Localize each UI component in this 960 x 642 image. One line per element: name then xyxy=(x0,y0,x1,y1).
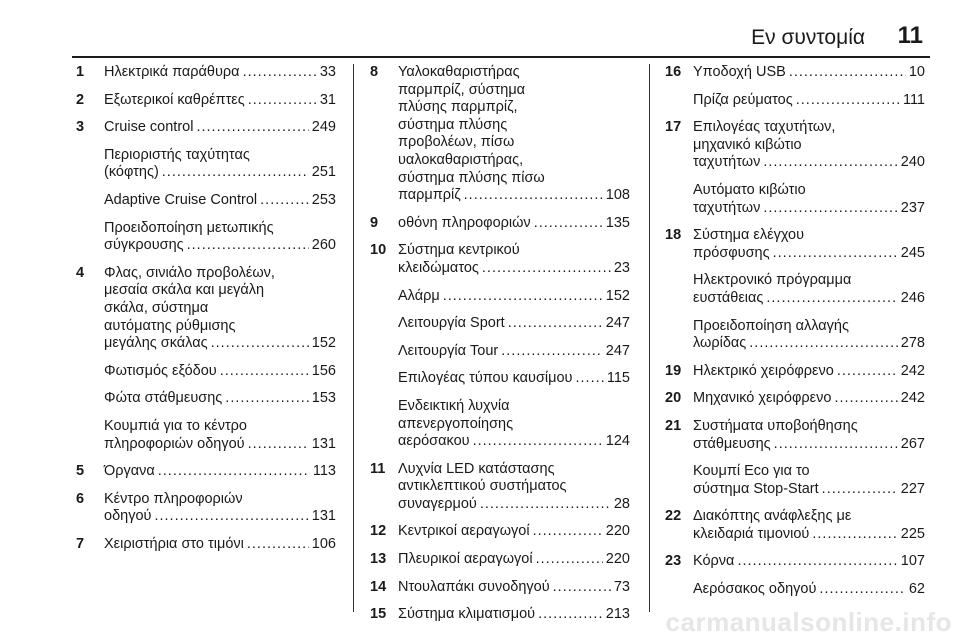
entry-leader-line xyxy=(398,343,630,361)
index-entry xyxy=(665,318,925,353)
entry-text xyxy=(104,92,336,110)
index-entry xyxy=(665,64,925,82)
callout-number: 12 xyxy=(370,523,387,540)
entry-leader-line xyxy=(398,496,630,514)
page-reference: 156 xyxy=(311,362,336,379)
dot-leader xyxy=(834,390,897,408)
entry-text xyxy=(693,463,925,498)
entry-leader-line xyxy=(693,200,925,218)
entry-label: Φωτισμός εξόδου xyxy=(104,362,217,379)
entry-text xyxy=(398,370,630,388)
entry-line: Υαλοκαθαριστήρας xyxy=(398,64,520,80)
entry-label: αερόσακου xyxy=(398,433,470,450)
dot-leader xyxy=(819,581,905,599)
entry-text xyxy=(693,64,925,82)
index-entry xyxy=(665,418,925,453)
index-entry xyxy=(76,192,336,210)
page-reference: 10 xyxy=(908,64,925,80)
entry-label: Ντουλαπάκι συνοδηγού xyxy=(398,578,550,595)
entry-label: λωρίδας xyxy=(693,335,747,352)
page-reference: 152 xyxy=(605,287,630,304)
entry-leader-line xyxy=(398,579,630,597)
dot-leader xyxy=(211,335,309,353)
index-entry xyxy=(665,227,925,262)
entry-label: Αερόσακος οδηγού xyxy=(693,581,817,598)
entry-leader-line xyxy=(104,363,336,381)
entry-label: μεγάλης σκάλας xyxy=(104,335,208,352)
entry-leader-line xyxy=(398,215,630,233)
callout-number: 7 xyxy=(76,535,85,552)
entry-line: Περιοριστής ταχύτητας xyxy=(104,146,250,163)
dot-leader xyxy=(162,164,309,182)
entry-label: ευστάθειας xyxy=(693,289,764,306)
entry-label: (κόφτης) xyxy=(104,164,159,181)
entry-leader-line xyxy=(104,335,336,353)
entry-line: Λυχνία LED κατάστασης xyxy=(398,460,555,477)
entry-line: σύστημα πλύσης xyxy=(398,116,508,133)
entry-text xyxy=(693,318,925,353)
entry-label: ταχυτήτων xyxy=(693,154,761,171)
index-entry xyxy=(76,536,336,554)
entry-leader-line xyxy=(693,335,925,353)
index-entry xyxy=(76,147,336,182)
entry-leader-line xyxy=(104,192,336,210)
entry-label: Επιλογέας τύπου καυσίμου xyxy=(398,370,573,387)
page-reference: 107 xyxy=(900,553,925,570)
entry-text xyxy=(104,220,336,255)
entry-leader-line xyxy=(693,390,925,408)
entry-line: αυτόματης ρύθμισης xyxy=(104,317,236,334)
entry-leader-line xyxy=(693,436,925,454)
dot-leader xyxy=(464,187,603,205)
page-reference: 220 xyxy=(605,551,630,568)
dot-leader xyxy=(154,508,308,526)
page-reference: 23 xyxy=(613,259,630,276)
entry-text xyxy=(104,64,336,82)
dot-leader xyxy=(533,523,603,541)
index-entry xyxy=(76,119,336,137)
page-reference: 237 xyxy=(900,199,925,216)
page-reference: 28 xyxy=(613,495,630,512)
dot-leader xyxy=(473,433,603,451)
page-reference: 220 xyxy=(605,523,630,540)
entry-leader-line xyxy=(104,164,336,182)
entry-text xyxy=(693,182,925,217)
entry-leader-line xyxy=(693,526,925,544)
dot-leader xyxy=(749,335,898,353)
index-column-2 xyxy=(370,64,630,634)
dot-leader xyxy=(837,363,898,381)
entry-label: Λειτουργία Tour xyxy=(398,342,499,359)
index-entry xyxy=(665,363,925,381)
entry-text xyxy=(398,242,630,277)
dot-leader xyxy=(774,436,898,454)
index-entry xyxy=(370,215,630,233)
entry-label: Πρίζα ρεύματος xyxy=(693,91,793,108)
entry-line: Ηλεκτρονικό πρόγραμμα xyxy=(693,272,852,289)
entry-line: σύστημα πλύσης πίσω xyxy=(398,169,545,186)
callout-number: 19 xyxy=(665,362,682,379)
column-divider xyxy=(353,64,354,612)
entry-text xyxy=(693,581,925,599)
page-reference: 253 xyxy=(311,191,336,208)
entry-text xyxy=(398,288,630,306)
entry-line: Επιλογέας ταχυτήτων, xyxy=(693,119,836,136)
callout-number: 6 xyxy=(76,490,85,507)
entry-line: Προειδοποίηση μετωπικής xyxy=(104,219,274,236)
entry-leader-line xyxy=(693,245,925,263)
callout-number: 16 xyxy=(665,64,682,80)
index-entry xyxy=(370,343,630,361)
page-reference: 247 xyxy=(605,315,630,332)
entry-label: Λειτουργία Sport xyxy=(398,315,505,332)
index-entry xyxy=(76,265,336,353)
callout-number: 18 xyxy=(665,227,682,244)
callout-number: 5 xyxy=(76,463,85,480)
callout-number: 13 xyxy=(370,551,387,568)
dot-leader xyxy=(482,260,611,278)
entry-label: Φώτα στάθμευσης xyxy=(104,390,223,407)
dot-leader xyxy=(534,215,603,233)
page-title: Εν συντομία xyxy=(751,26,865,49)
dot-leader xyxy=(766,290,897,308)
page-reference: 251 xyxy=(311,164,336,181)
page-reference: 227 xyxy=(900,480,925,497)
entry-leader-line xyxy=(104,390,336,408)
entry-text xyxy=(398,398,630,451)
index-column-1 xyxy=(76,64,336,563)
callout-number: 2 xyxy=(76,91,85,108)
entry-text xyxy=(398,64,630,205)
entry-label: κλειδαριά τιμονιού xyxy=(693,525,810,542)
entry-line: σκάλα, σύστημα xyxy=(104,299,209,316)
callout-number: 1 xyxy=(76,64,85,80)
index-entry xyxy=(76,418,336,453)
entry-label: Κόρνα xyxy=(693,553,735,570)
entry-leader-line xyxy=(398,433,630,451)
entry-text xyxy=(398,551,630,569)
index-entry xyxy=(665,119,925,172)
entry-label: Χειριστήρια στο τιμόνι xyxy=(104,535,244,552)
page-reference: 242 xyxy=(900,390,925,407)
page-reference: 106 xyxy=(311,535,336,552)
index-entry xyxy=(370,64,630,205)
entry-line: Φλας, σινιάλο προβολέων, xyxy=(104,264,275,281)
entry-text xyxy=(104,265,336,353)
entry-line: Συστήματα υποβοήθησης xyxy=(693,417,858,434)
index-entry xyxy=(76,220,336,255)
entry-leader-line xyxy=(398,288,630,306)
entry-leader-line xyxy=(398,523,630,541)
entry-label: Σύστημα κλιματισμού xyxy=(398,606,536,623)
callout-number: 3 xyxy=(76,119,85,136)
page-reference: 240 xyxy=(900,154,925,171)
entry-text xyxy=(104,192,336,210)
index-entry xyxy=(76,390,336,408)
entry-label: συναγερμού xyxy=(398,495,477,512)
entry-line: Κουμπί Eco για το xyxy=(693,463,810,480)
entry-leader-line xyxy=(693,481,925,499)
callout-number: 23 xyxy=(665,553,682,570)
dot-leader xyxy=(260,192,309,210)
entry-text xyxy=(398,579,630,597)
dot-leader xyxy=(789,64,906,82)
entry-label: ταχυτήτων xyxy=(693,199,761,216)
entry-leader-line xyxy=(104,237,336,255)
entry-text xyxy=(104,147,336,182)
dot-leader xyxy=(247,536,309,554)
page-reference: 260 xyxy=(311,237,336,254)
entry-line: παρμπρίζ, σύστημα xyxy=(398,81,526,98)
page-reference: 135 xyxy=(605,214,630,231)
dot-leader xyxy=(553,579,611,597)
entry-leader-line xyxy=(693,64,925,82)
dot-leader xyxy=(812,526,897,544)
dot-leader xyxy=(536,551,603,569)
entry-line: Κουμπιά για το κέντρο xyxy=(104,417,247,434)
page-reference: 31 xyxy=(319,91,336,108)
page-reference: 108 xyxy=(605,187,630,204)
column-divider xyxy=(649,64,650,612)
entry-line: Κέντρο πληροφοριών xyxy=(104,490,243,507)
dot-leader xyxy=(187,237,309,255)
entry-label: οθόνη πληροφοριών xyxy=(398,214,531,231)
entry-line: Διακόπτης ανάφλεξης με xyxy=(693,508,852,525)
index-entry xyxy=(665,463,925,498)
entry-leader-line xyxy=(104,463,336,481)
callout-number: 4 xyxy=(76,264,85,281)
entry-leader-line xyxy=(104,536,336,554)
entry-label: σύγκρουσης xyxy=(104,237,184,254)
entry-label: Υποδοχή USB xyxy=(693,64,786,80)
index-entry xyxy=(665,553,925,571)
page-header xyxy=(0,0,960,62)
page-reference: 124 xyxy=(605,433,630,450)
entry-line: Αυτόματο κιβώτιο xyxy=(693,181,806,198)
page-reference: 73 xyxy=(613,578,630,595)
entry-line: Σύστημα ελέγχου xyxy=(693,227,805,244)
entry-leader-line xyxy=(693,290,925,308)
entry-text xyxy=(693,92,925,110)
entry-text xyxy=(693,553,925,571)
entry-leader-line xyxy=(104,92,336,110)
page-reference: 111 xyxy=(902,91,925,108)
entry-text xyxy=(693,272,925,307)
watermark: carmanualsonline.info xyxy=(665,607,952,637)
entry-line: Ενδεικτική λυχνία xyxy=(398,397,510,414)
index-entry xyxy=(370,461,630,514)
index-entry xyxy=(76,463,336,481)
entry-label: παρμπρίζ xyxy=(398,187,461,204)
index-entry xyxy=(370,370,630,388)
index-entry xyxy=(665,92,925,110)
callout-number: 8 xyxy=(370,64,379,80)
index-entry xyxy=(76,92,336,110)
dot-leader xyxy=(773,245,898,263)
page-reference: 267 xyxy=(900,435,925,452)
entry-text xyxy=(104,491,336,526)
entry-label: Ηλεκτρικά παράθυρα xyxy=(104,64,240,80)
dot-leader xyxy=(158,463,310,481)
entry-label: Πλευρικοί αεραγωγοί xyxy=(398,551,533,568)
entry-text xyxy=(398,215,630,233)
callout-number: 20 xyxy=(665,390,682,407)
index-entry xyxy=(370,579,630,597)
dot-leader xyxy=(763,200,897,218)
header-divider xyxy=(72,56,930,58)
index-entry xyxy=(665,182,925,217)
page-reference: 131 xyxy=(311,435,336,452)
entry-label: Cruise control xyxy=(104,119,194,136)
entry-line: απενεργοποίησης xyxy=(398,415,514,432)
dot-leader xyxy=(243,64,317,82)
entry-leader-line xyxy=(104,119,336,137)
page-reference: 152 xyxy=(311,335,336,352)
entry-text xyxy=(398,315,630,333)
entry-line: υαλοκαθαριστήρας, xyxy=(398,151,524,168)
entry-label: Ηλεκτρικό χειρόφρενο xyxy=(693,362,834,379)
entry-text xyxy=(693,227,925,262)
entry-text xyxy=(693,119,925,172)
entry-line: μηχανικό κιβώτιο xyxy=(693,136,802,153)
entry-label: Μηχανικό χειρόφρενο xyxy=(693,390,832,407)
page-reference: 225 xyxy=(900,525,925,542)
entry-line: μεσαία σκάλα και μεγάλη xyxy=(104,282,265,299)
entry-label: πληροφοριών οδηγού xyxy=(104,435,245,452)
entry-leader-line xyxy=(104,64,336,82)
entry-line: προβολέων, πίσω xyxy=(398,134,515,151)
index-entry xyxy=(665,390,925,408)
entry-leader-line xyxy=(104,508,336,526)
page-number: 11 xyxy=(897,22,923,49)
callout-number: 22 xyxy=(665,508,682,525)
callout-number: 10 xyxy=(370,242,387,259)
entry-label: Αλάρμ xyxy=(398,287,440,304)
dot-leader xyxy=(480,496,611,514)
index-entry xyxy=(665,581,925,599)
entry-text xyxy=(398,523,630,541)
dot-leader xyxy=(508,315,603,333)
callout-number: 14 xyxy=(370,578,387,595)
entry-leader-line xyxy=(693,92,925,110)
index-entry xyxy=(370,242,630,277)
entry-text xyxy=(693,418,925,453)
dot-leader xyxy=(576,370,604,388)
entry-label: Όργανα xyxy=(104,463,155,480)
index-entry xyxy=(76,491,336,526)
page-reference: 153 xyxy=(311,390,336,407)
entry-line: Σύστημα κεντρικού xyxy=(398,242,520,259)
entry-label: πρόσφυσης xyxy=(693,244,770,261)
dot-leader xyxy=(737,553,897,571)
index-entry xyxy=(370,315,630,333)
dot-leader xyxy=(225,390,309,408)
callout-number: 15 xyxy=(370,606,387,623)
entry-label: Εξωτερικοί καθρέπτες xyxy=(104,91,245,108)
entry-leader-line xyxy=(398,260,630,278)
entry-label: στάθμευσης xyxy=(693,435,771,452)
page-reference: 249 xyxy=(311,119,336,136)
index-entry xyxy=(76,363,336,381)
entry-leader-line xyxy=(398,315,630,333)
dot-leader xyxy=(822,481,898,499)
callout-number: 9 xyxy=(370,214,379,231)
page-reference: 115 xyxy=(606,370,630,387)
page-reference: 213 xyxy=(605,606,630,623)
entry-text xyxy=(693,390,925,408)
dot-leader xyxy=(501,343,603,361)
entry-label: Κεντρικοί αεραγωγοί xyxy=(398,523,530,540)
page-reference: 247 xyxy=(605,342,630,359)
page-reference: 246 xyxy=(900,289,925,306)
entry-text xyxy=(398,343,630,361)
index-entry xyxy=(370,398,630,451)
entry-label: σύστημα Stop-Start xyxy=(693,480,819,497)
entry-leader-line xyxy=(693,553,925,571)
callout-number: 17 xyxy=(665,119,682,136)
dot-leader xyxy=(248,92,317,110)
dot-leader xyxy=(763,154,897,172)
entry-label: Adaptive Cruise Control xyxy=(104,191,258,208)
entry-text xyxy=(693,363,925,381)
index-entry xyxy=(665,272,925,307)
entry-leader-line xyxy=(693,363,925,381)
entry-text xyxy=(104,418,336,453)
entry-text xyxy=(104,536,336,554)
entry-leader-line xyxy=(398,551,630,569)
entry-line: Προειδοποίηση αλλαγής xyxy=(693,317,849,334)
entry-leader-line xyxy=(693,581,925,599)
entry-text xyxy=(104,390,336,408)
index-entry xyxy=(665,508,925,543)
callout-number: 21 xyxy=(665,417,682,434)
entry-leader-line xyxy=(104,436,336,454)
dot-leader xyxy=(220,363,309,381)
entry-text xyxy=(693,508,925,543)
page-reference: 242 xyxy=(900,362,925,379)
entry-text xyxy=(104,119,336,137)
index-entry xyxy=(370,523,630,541)
dot-leader xyxy=(248,436,309,454)
entry-label: κλειδώματος xyxy=(398,259,479,276)
entry-text xyxy=(104,363,336,381)
dot-leader xyxy=(796,92,900,110)
index-entry xyxy=(370,288,630,306)
page-reference: 278 xyxy=(900,335,925,352)
entry-line: πλύσης παρμπρίζ, xyxy=(398,99,518,116)
index-entry xyxy=(76,64,336,82)
entry-leader-line xyxy=(398,187,630,205)
page-reference: 131 xyxy=(311,508,336,525)
page-reference: 245 xyxy=(900,244,925,261)
entry-leader-line xyxy=(693,154,925,172)
index-column-3 xyxy=(665,64,925,609)
entry-text xyxy=(104,463,336,481)
index-entry xyxy=(370,551,630,569)
dot-leader xyxy=(443,288,603,306)
entry-leader-line xyxy=(398,370,630,388)
callout-number: 11 xyxy=(370,460,386,477)
page-reference: 33 xyxy=(319,64,336,80)
dot-leader xyxy=(196,119,308,137)
page-reference: 62 xyxy=(908,581,925,598)
entry-line: αντικλεπτικού συστήματος xyxy=(398,478,567,495)
entry-text xyxy=(398,461,630,514)
page-reference: 113 xyxy=(312,463,336,480)
entry-label: οδηγού xyxy=(104,508,152,525)
